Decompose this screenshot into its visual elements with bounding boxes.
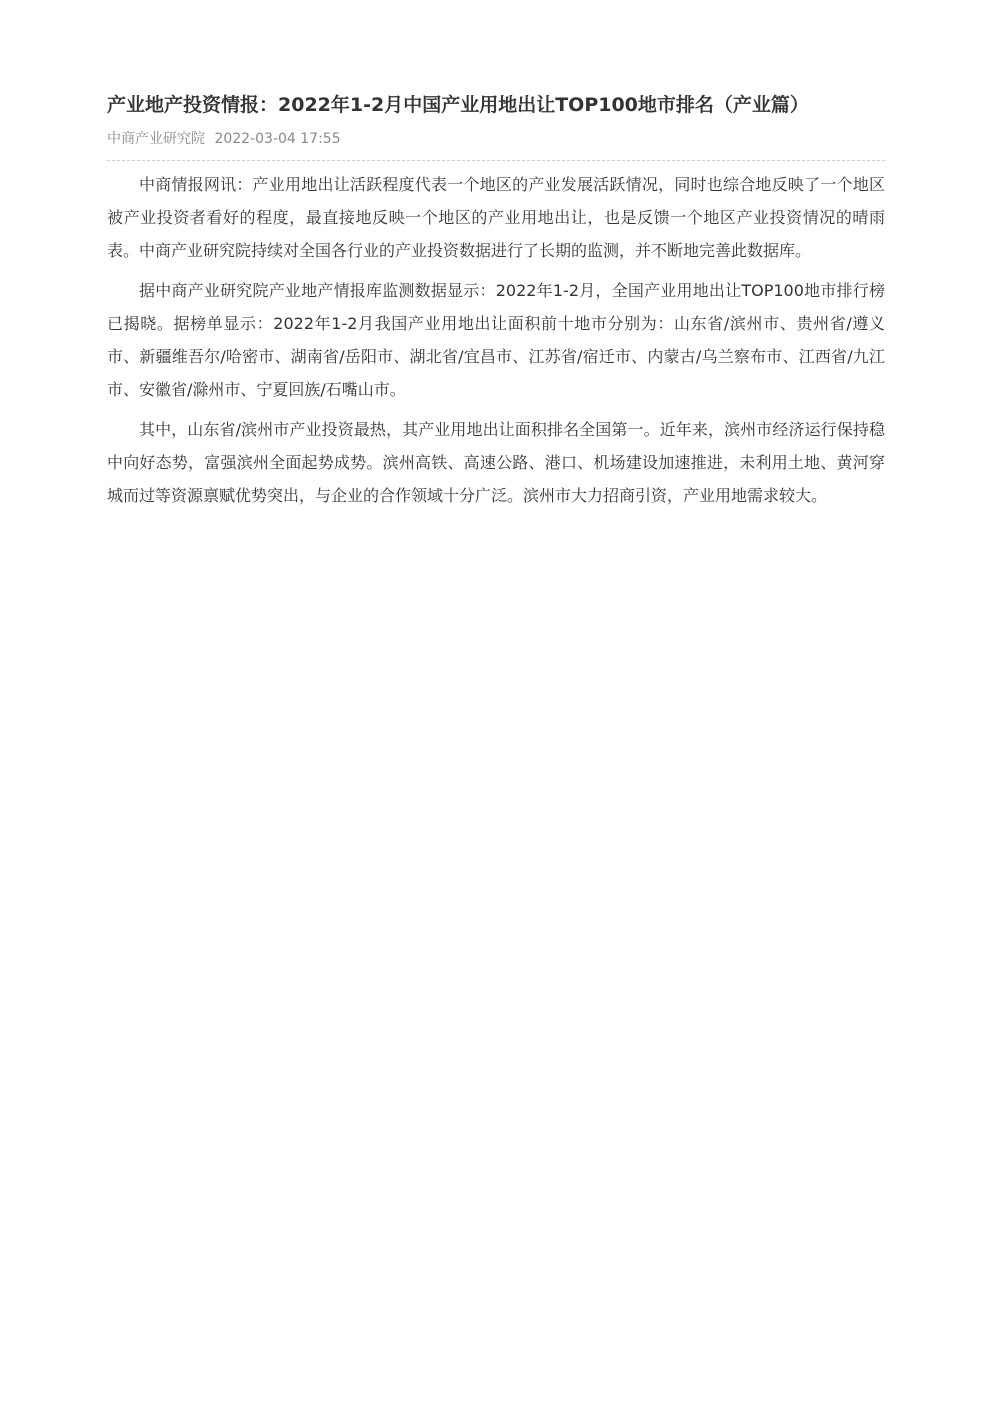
article-paragraph: 其中，山东省/滨州市产业投资最热，其产业用地出让面积排名全国第一。近年来，滨州市经济运行保持稳中向好态势，富强滨州全面起势成势。滨州高铁、高速公路、港口、机场建设加速推进，未利用土地、黄河穿城而过等资源禀赋优势突出，与企业的合作领域十分广泛。滨州市大力招商引资，产业用地需求较大。 — [107, 420, 885, 505]
article-meta — [107, 129, 885, 161]
article-datetime: 2022-03-04 17:55 — [214, 131, 341, 147]
article-paragraph: 据中商产业研究院产业地产情报库监测数据显示：2022年1-2月，全国产业用地出让TOP100地市排行榜已揭晓。据榜单显示：2022年1-2月我国产业用地出让面积前十地市分别为：山东省/滨州市、贵州省/遵义市、新疆维吾尔/哈密市、湖南省/岳阳市、湖北省/宜昌市、江苏省/宿迁市、内蒙古/乌兰察布市、江西省/九江市、安徽省/滁州市、宁夏回族/石嘴山市。 — [107, 281, 885, 399]
article-paragraph: 中商情报网讯：产业用地出让活跃程度代表一个地区的产业发展活跃情况，同时也综合地反映了一个地区被产业投资者看好的程度，最直接地反映一个地区的产业用地出让，也是反馈一个地区产业投资情况的晴雨表。中商产业研究院持续对全国各行业的产业投资数据进行了长期的监测，并不断地完善此数据库。 — [107, 175, 885, 260]
article — [107, 88, 885, 519]
article-body — [107, 168, 885, 512]
article-title: 产业地产投资情报：2022年1-2月中国产业用地出让TOP100地市排名（产业篇） — [107, 94, 809, 116]
article-source: 中商产业研究院 — [107, 131, 205, 147]
